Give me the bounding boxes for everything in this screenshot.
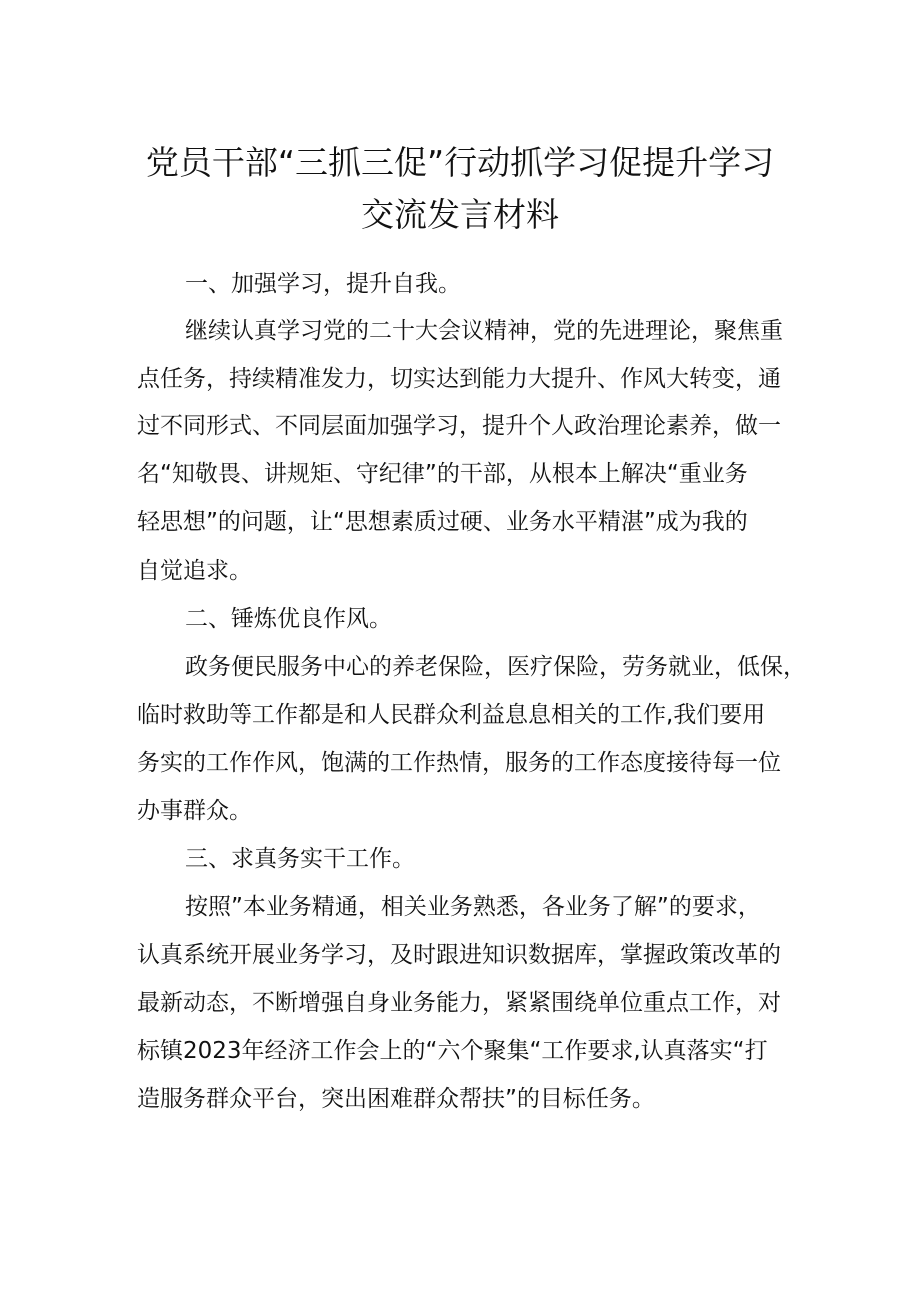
document-title-line-1: 党员干部“三抓三促”行动抓学习促提升学习 <box>145 143 775 182</box>
paragraph-line: 轻思想”的问题，让“思想素质过硬、业务水平精湛”成为我的 <box>137 509 748 535</box>
paragraph-line: 标镇2023年经济工作会上的“六个聚集“工作要求,认真落实“打 <box>137 1038 768 1064</box>
section-heading-3: 三、求真务实干工作。 <box>185 846 415 872</box>
paragraph-line: 最新动态，不断增强自身业务能力，紧紧围绕单位重点工作，对 <box>137 990 781 1016</box>
paragraph-line: 认真系统开展业务学习，及时跟进知识数据库，掌握政策改革的 <box>137 942 781 968</box>
paragraph-line: 政务便民服务中心的养老保险，医疗保险，劳务就业，低保， <box>185 654 806 680</box>
paragraph-line: 临时救助等工作都是和人民群众利益息息相关的工作,我们要用 <box>137 702 766 728</box>
document-title-line-2: 交流发言材料 <box>361 195 559 234</box>
paragraph-line: 造服务群众平台，突出困难群众帮扶”的目标任务。 <box>137 1086 655 1112</box>
paragraph-line: 按照”本业务精通，相关业务熟悉，各业务了解”的要求， <box>185 894 761 920</box>
paragraph-line: 继续认真学习党的二十大会议精神，党的先进理论，聚焦重 <box>185 318 783 344</box>
paragraph-line: 名“知敬畏、讲规矩、守纪律”的干部，从根本上解决“重业务 <box>137 461 748 487</box>
paragraph-line: 办事群众。 <box>137 798 252 824</box>
paragraph-line: 自觉追求。 <box>137 558 252 584</box>
paragraph-line: 务实的工作作风，饱满的工作热情，服务的工作态度接待每一位 <box>137 750 781 776</box>
paragraph-line: 过不同形式、不同层面加强学习，提升个人政治理论素养，做一 <box>137 413 781 439</box>
paragraph-line: 点任务，持续精准发力，切实达到能力大提升、作风大转变，通 <box>137 366 781 392</box>
section-heading-2: 二、锤炼优良作风。 <box>185 606 392 632</box>
section-heading-1: 一、加强学习，提升自我。 <box>185 271 461 297</box>
